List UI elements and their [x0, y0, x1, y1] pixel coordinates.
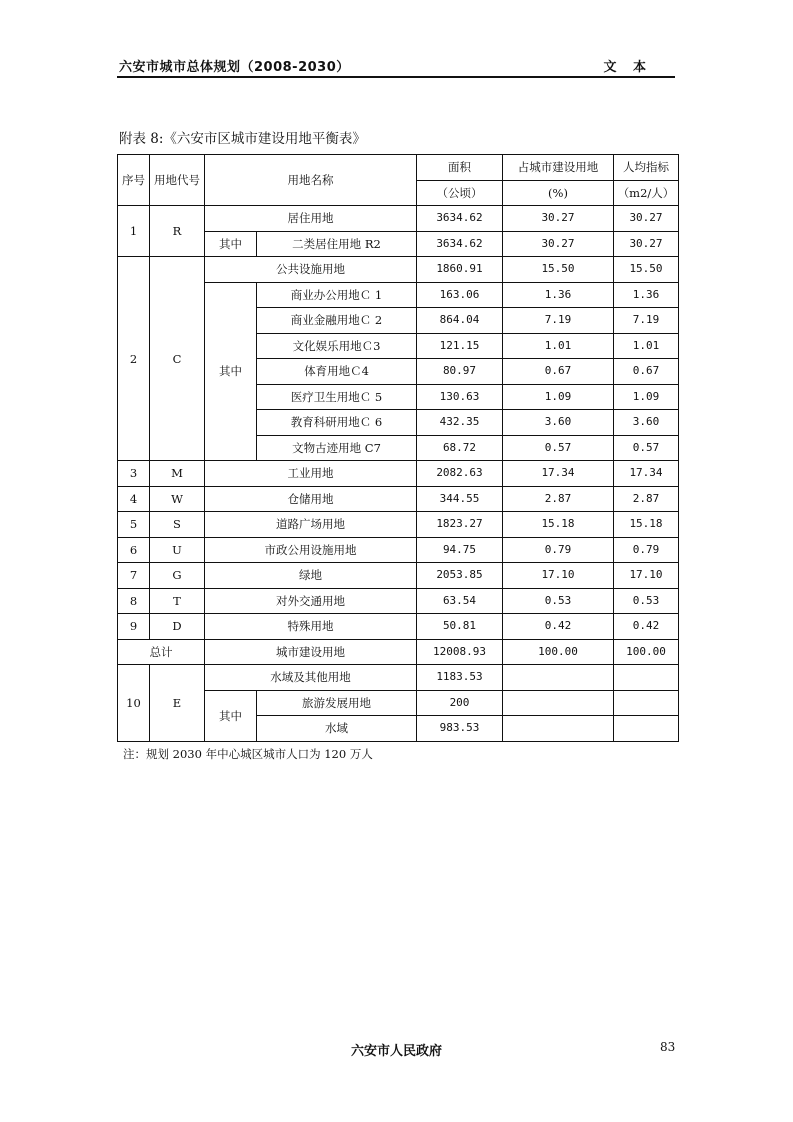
- cell-code: U: [150, 537, 205, 563]
- cell-code: T: [150, 588, 205, 614]
- table-row: [118, 665, 679, 691]
- cell-share: 100.00: [503, 639, 614, 665]
- cell-area: 3634.62: [417, 231, 503, 257]
- cell-share: 2.87: [503, 486, 614, 512]
- cell-seq: 8: [118, 588, 150, 614]
- cell-seq: 6: [118, 537, 150, 563]
- cell-code: G: [150, 563, 205, 589]
- table-row: [118, 461, 679, 487]
- cell-per-capita: 7.19: [614, 308, 679, 334]
- cell-per-capita: 0.67: [614, 359, 679, 385]
- cell-area: 344.55: [417, 486, 503, 512]
- cell-per-capita: 30.27: [614, 206, 679, 232]
- cell-qizhong: 其中: [205, 231, 257, 257]
- header-seq: 序号: [118, 155, 150, 206]
- cell-name: 仓储用地: [205, 486, 417, 512]
- table-row: [118, 206, 679, 232]
- cell-per-capita: 0.57: [614, 435, 679, 461]
- cell-qizhong: 其中: [205, 282, 257, 461]
- cell-total-label: 总计: [118, 639, 205, 665]
- land-balance-table: [117, 154, 679, 742]
- cell-code: S: [150, 512, 205, 538]
- cell-share: 15.50: [503, 257, 614, 283]
- cell-area: 200: [417, 690, 503, 716]
- cell-name: 水域: [257, 716, 417, 742]
- cell-per-capita: 15.18: [614, 512, 679, 538]
- cell-share: 0.79: [503, 537, 614, 563]
- cell-area: 2053.85: [417, 563, 503, 589]
- cell-area: 80.97: [417, 359, 503, 385]
- cell-area: 130.63: [417, 384, 503, 410]
- cell-area: 1823.27: [417, 512, 503, 538]
- cell-name: 体育用地Ｃ4: [257, 359, 417, 385]
- cell-per-capita: 0.79: [614, 537, 679, 563]
- cell-seq: 9: [118, 614, 150, 640]
- cell-per-capita-empty: [614, 716, 679, 742]
- cell-per-capita-empty: [614, 665, 679, 691]
- table-row: [118, 512, 679, 538]
- table-caption: 附表 8:《六安市区城市建设用地平衡表》: [119, 131, 366, 147]
- header-per-capita-unit: （m2/人）: [614, 180, 679, 206]
- cell-per-capita: 2.87: [614, 486, 679, 512]
- cell-share: 1.36: [503, 282, 614, 308]
- cell-area: 94.75: [417, 537, 503, 563]
- cell-code: W: [150, 486, 205, 512]
- cell-area: 432.35: [417, 410, 503, 436]
- cell-name: 市政公用设施用地: [205, 537, 417, 563]
- table-total-row: [118, 639, 679, 665]
- cell-seq: 2: [118, 257, 150, 461]
- cell-name: 道路广场用地: [205, 512, 417, 538]
- cell-name: 公共设施用地: [205, 257, 417, 283]
- cell-per-capita: 3.60: [614, 410, 679, 436]
- table-row: [118, 563, 679, 589]
- cell-seq: 1: [118, 206, 150, 257]
- cell-share: 30.27: [503, 206, 614, 232]
- cell-per-capita: 1.01: [614, 333, 679, 359]
- cell-area: 1860.91: [417, 257, 503, 283]
- cell-per-capita: 17.34: [614, 461, 679, 487]
- cell-area: 121.15: [417, 333, 503, 359]
- header-share: 占城市建设用地: [503, 155, 614, 181]
- cell-share: 1.01: [503, 333, 614, 359]
- cell-share: 3.60: [503, 410, 614, 436]
- cell-name: 旅游发展用地: [257, 690, 417, 716]
- cell-name: 二类居住用地 R2: [257, 231, 417, 257]
- cell-share-empty: [503, 716, 614, 742]
- cell-qizhong: 其中: [205, 690, 257, 741]
- cell-share: 0.53: [503, 588, 614, 614]
- document-title: 六安市城市总体规划（2008-2030）: [119, 60, 350, 75]
- page-number: 83: [660, 1040, 676, 1054]
- cell-name: 水域及其他用地: [205, 665, 417, 691]
- cell-seq: 3: [118, 461, 150, 487]
- cell-area: 50.81: [417, 614, 503, 640]
- table-note: 注：规划 2030 年中心城区城市人口为 120 万人: [123, 747, 373, 761]
- cell-area: 864.04: [417, 308, 503, 334]
- cell-per-capita: 15.50: [614, 257, 679, 283]
- header-area: 面积: [417, 155, 503, 181]
- table-row: [118, 486, 679, 512]
- cell-name: 文化娱乐用地Ｃ3: [257, 333, 417, 359]
- cell-share: 30.27: [503, 231, 614, 257]
- table-row: [118, 588, 679, 614]
- cell-name: 文物古迹用地 C7: [257, 435, 417, 461]
- cell-area: 12008.93: [417, 639, 503, 665]
- cell-share-empty: [503, 665, 614, 691]
- cell-code: M: [150, 461, 205, 487]
- cell-name: 城市建设用地: [205, 639, 417, 665]
- cell-seq: 5: [118, 512, 150, 538]
- header-area-unit: （公顷）: [417, 180, 503, 206]
- cell-per-capita: 30.27: [614, 231, 679, 257]
- cell-name: 居住用地: [205, 206, 417, 232]
- cell-name: 工业用地: [205, 461, 417, 487]
- cell-name: 特殊用地: [205, 614, 417, 640]
- cell-code: E: [150, 665, 205, 742]
- cell-seq: 10: [118, 665, 150, 742]
- cell-code: R: [150, 206, 205, 257]
- cell-share: 1.09: [503, 384, 614, 410]
- document-section: 文 本: [603, 60, 652, 75]
- cell-per-capita: 1.36: [614, 282, 679, 308]
- cell-name: 绿地: [205, 563, 417, 589]
- table-row: [118, 257, 679, 283]
- cell-name: 商业办公用地Ｃ 1: [257, 282, 417, 308]
- cell-per-capita: 1.09: [614, 384, 679, 410]
- header-code: 用地代号: [150, 155, 205, 206]
- cell-per-capita: 100.00: [614, 639, 679, 665]
- table-header-row: [118, 155, 679, 181]
- cell-area: 68.72: [417, 435, 503, 461]
- cell-share: 17.10: [503, 563, 614, 589]
- cell-per-capita: 0.42: [614, 614, 679, 640]
- cell-name: 对外交通用地: [205, 588, 417, 614]
- cell-share: 0.67: [503, 359, 614, 385]
- header-name: 用地名称: [205, 155, 417, 206]
- cell-per-capita-empty: [614, 690, 679, 716]
- cell-share: 7.19: [503, 308, 614, 334]
- table-row: [118, 614, 679, 640]
- cell-share: 17.34: [503, 461, 614, 487]
- cell-share: 0.57: [503, 435, 614, 461]
- cell-area: 163.06: [417, 282, 503, 308]
- cell-area: 983.53: [417, 716, 503, 742]
- cell-name: 教育科研用地Ｃ 6: [257, 410, 417, 436]
- cell-seq: 4: [118, 486, 150, 512]
- cell-area: 63.54: [417, 588, 503, 614]
- cell-share: 0.42: [503, 614, 614, 640]
- header-rule: [117, 76, 675, 78]
- footer-organization: 六安市人民政府: [350, 1044, 442, 1059]
- cell-share-empty: [503, 690, 614, 716]
- cell-area: 1183.53: [417, 665, 503, 691]
- cell-code: C: [150, 257, 205, 461]
- page-header: [119, 56, 674, 78]
- cell-area: 2082.63: [417, 461, 503, 487]
- cell-seq: 7: [118, 563, 150, 589]
- cell-per-capita: 17.10: [614, 563, 679, 589]
- cell-share: 15.18: [503, 512, 614, 538]
- cell-code: D: [150, 614, 205, 640]
- header-per-capita: 人均指标: [614, 155, 679, 181]
- cell-name: 医疗卫生用地Ｃ 5: [257, 384, 417, 410]
- cell-per-capita: 0.53: [614, 588, 679, 614]
- cell-name: 商业金融用地Ｃ 2: [257, 308, 417, 334]
- table-row: [118, 537, 679, 563]
- header-share-unit: (%): [503, 180, 614, 206]
- cell-area: 3634.62: [417, 206, 503, 232]
